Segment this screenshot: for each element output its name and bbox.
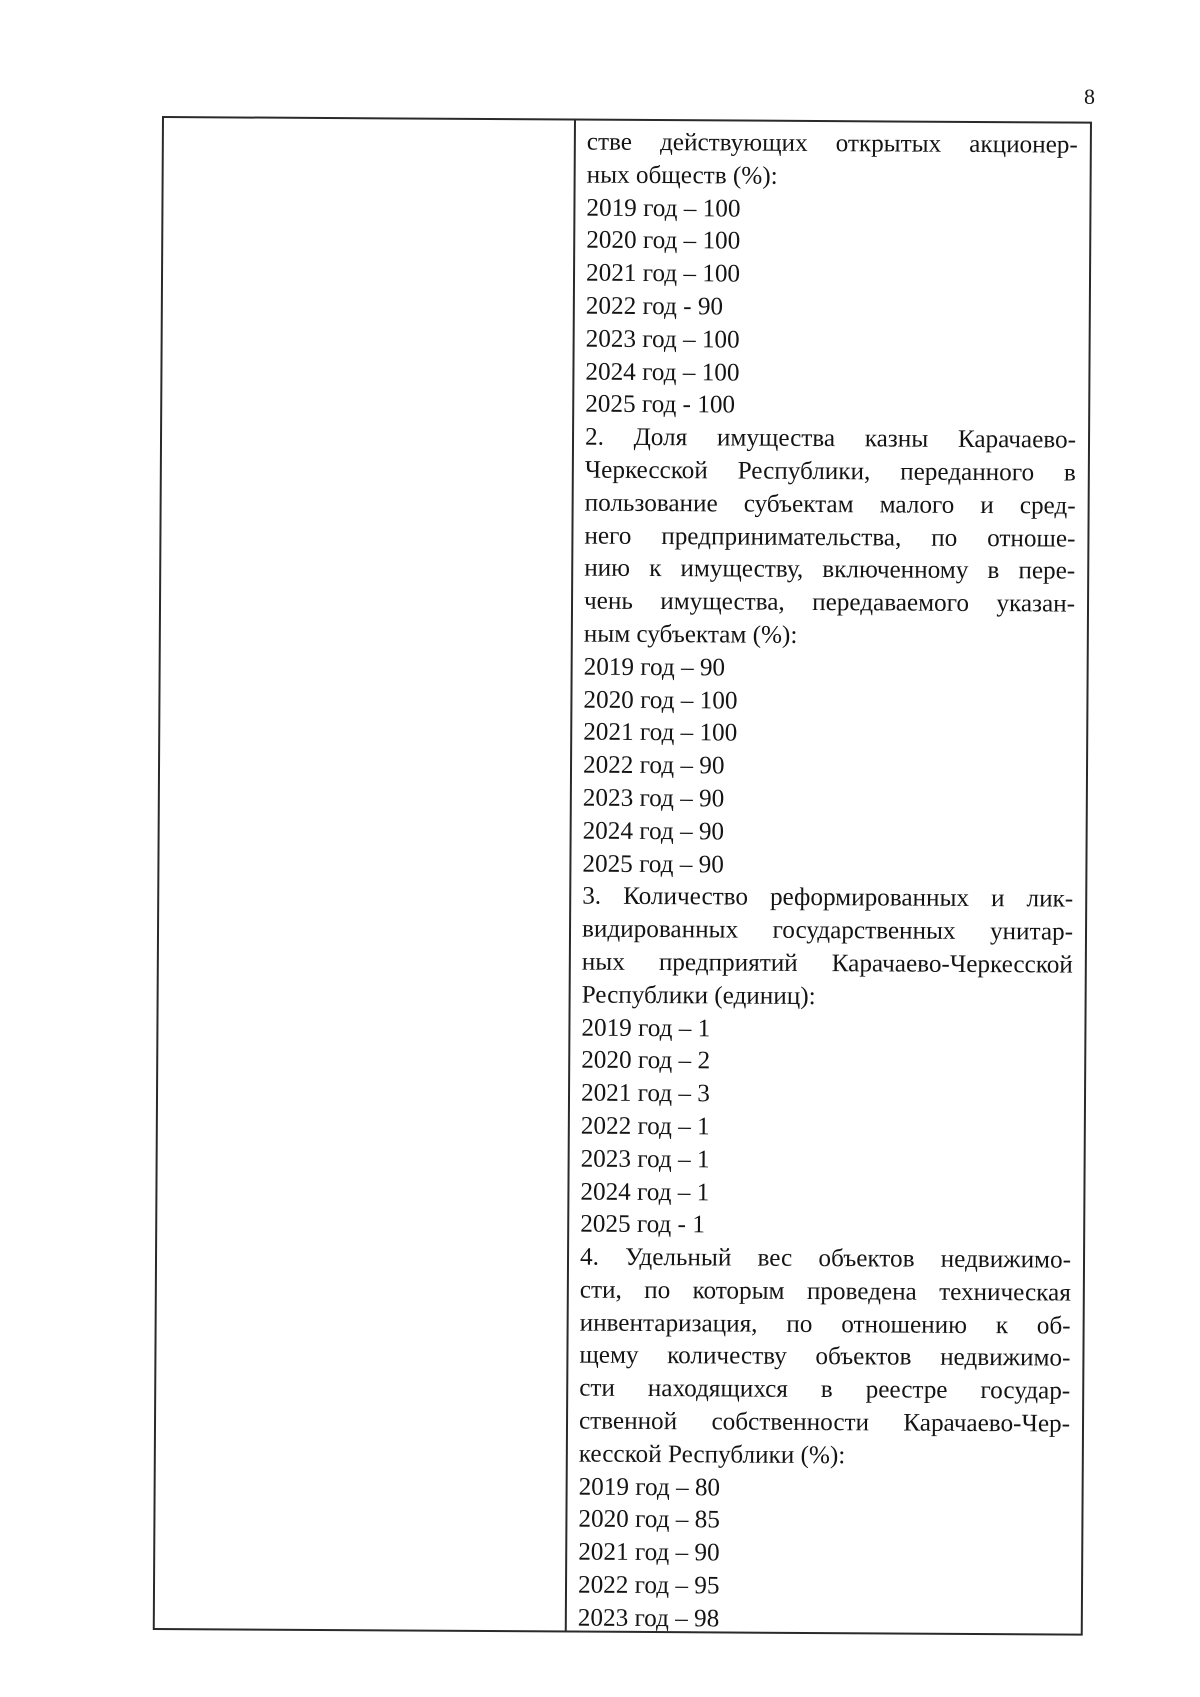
year-value-line: 2019 год – 80 <box>578 1473 721 1502</box>
year-value-line: 2021 год – 90 <box>578 1538 720 1567</box>
year-value-line: 2021 год – 100 <box>585 259 741 288</box>
indicator-text-line: ственной собственности Карачаево-Чер- <box>578 1407 1071 1438</box>
year-value-line: 2024 год – 90 <box>582 817 725 846</box>
indicator-text-line: ных предприятий Карачаево-Черкесской <box>581 948 1073 979</box>
indicator-text-line: стве действующих открытых акционер- <box>586 128 1078 159</box>
indicator-text-line: кесской Республики (%): <box>578 1440 846 1470</box>
year-value-line: 2022 год – 1 <box>580 1112 710 1141</box>
indicator-text-line: инвентаризация, по отношению к об- <box>579 1309 1071 1340</box>
year-value-line: 2023 год – 1 <box>580 1145 710 1174</box>
page-number: 8 <box>1084 84 1095 109</box>
indicator-text-line: ным субъектам (%): <box>583 620 798 649</box>
indicator-text-line: видированных государственных унитар- <box>581 915 1074 946</box>
year-value-line: 2020 год – 2 <box>581 1046 711 1075</box>
year-value-line: 2019 год – 100 <box>586 194 741 223</box>
year-value-line: 2023 год – 90 <box>582 784 725 813</box>
indicator-text-line: щему количеству объектов недвижимо- <box>579 1342 1071 1373</box>
indicator-block <box>585 127 1078 425</box>
indicator-text-line: ных обществ (%): <box>586 161 778 190</box>
indicator-block <box>580 881 1073 1245</box>
table-right-column <box>567 121 1090 1634</box>
year-value-line: 2022 год - 90 <box>585 292 724 321</box>
indicator-text-line: нию к имуществу, включенному в пере- <box>584 554 1076 585</box>
year-value-line: 2021 год – 3 <box>580 1079 710 1108</box>
table-left-column <box>155 118 576 1630</box>
indicator-text-line: сти, по которым проведена техническая <box>579 1276 1071 1307</box>
year-value-line: 2019 год – 90 <box>583 653 726 682</box>
indicator-text-line: сти находящихся в реестре государ- <box>579 1374 1071 1405</box>
year-value-line: 2020 год – 100 <box>586 226 741 255</box>
indicator-block <box>578 1242 1071 1639</box>
year-value-line: 2023 год – 100 <box>585 325 740 354</box>
indicator-text-line: чень имущества, передаваемого указан- <box>583 587 1076 618</box>
year-value-line: 2024 год – 100 <box>585 358 740 387</box>
year-value-line: 2023 год – 98 <box>577 1604 720 1633</box>
year-value-line: 2025 год - 100 <box>585 390 736 419</box>
year-value-line: 2025 год - 1 <box>580 1210 705 1239</box>
indicator-text-line: Республики (единиц): <box>581 981 816 1010</box>
indicator-text-line: 2. Доля имущества казны Карачаево- <box>584 423 1077 454</box>
year-value-line: 2020 год – 85 <box>578 1506 720 1534</box>
year-value-line: 2022 год – 90 <box>582 751 725 780</box>
year-value-line: 2021 год – 100 <box>583 718 738 747</box>
indicator-text-line: него предпринимательства, по отноше- <box>584 522 1076 553</box>
year-value-line: 2024 год – 1 <box>580 1178 710 1206</box>
year-value-line: 2020 год – 100 <box>583 686 738 715</box>
year-value-line: 2022 год – 95 <box>577 1571 720 1600</box>
year-value-line: 2025 год – 90 <box>582 850 724 878</box>
indicator-text-line: 3. Количество реформированных и лик- <box>582 882 1074 913</box>
indicator-text-line: пользование субъектам малого и сред- <box>584 489 1076 520</box>
indicator-text-line: 4. Удельный вес объектов недвижимо- <box>579 1243 1072 1274</box>
year-value-line: 2019 год – 1 <box>581 1014 711 1042</box>
indicator-text-line: Черкесской Республики, переданного в <box>584 456 1076 487</box>
indicator-block <box>582 422 1076 884</box>
indicators-table <box>153 116 1092 1636</box>
